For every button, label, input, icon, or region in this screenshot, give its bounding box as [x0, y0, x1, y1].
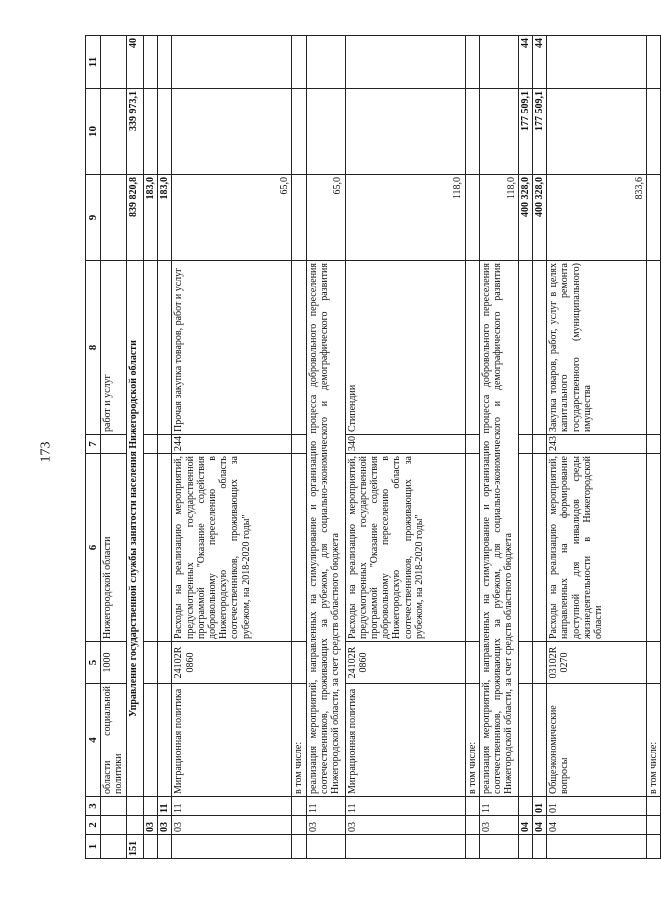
col-header: 7 — [86, 435, 101, 454]
cell: 65,0 — [172, 175, 292, 261]
page-number: 173 — [38, 441, 54, 463]
table-row — [518, 36, 532, 859]
cell: реализация мероприятий, направленных на стимулирование и организацию процесса добровольного переселения соотечественников, проживающих за рубежом, для социально-экономического и демографического развития Нижегородской области, за счет средств областного бюджета — [306, 261, 345, 797]
cell: 183,0 — [144, 175, 158, 261]
cell: 839 820,8 — [127, 175, 144, 261]
table-row — [345, 36, 465, 859]
col-header: 5 — [86, 642, 101, 684]
table-row — [547, 36, 647, 859]
cell: Миграционная политика — [172, 684, 292, 797]
cell: Расходы на реализацию мероприятий, предусмотренных государственной программой "Оказание содействия добровольному переселению в Нижегородскую область соотечественников, проживающих за рубежом, на 2018-2020 годы" — [172, 454, 292, 642]
cell: 177 509,1 — [518, 89, 532, 175]
cell: 833,6 — [547, 175, 647, 261]
cell: Нижегородской области — [101, 454, 127, 642]
table-row — [479, 36, 518, 859]
header-row — [86, 36, 101, 859]
cell: 40 — [127, 36, 144, 89]
table-row — [465, 36, 479, 859]
cell: 24102R 0860 — [345, 642, 465, 684]
cell: области социальной политики — [101, 684, 127, 797]
cell: 177 509,1 — [532, 89, 546, 175]
table-row — [172, 36, 292, 859]
cell: 01 — [532, 797, 546, 816]
cell: 03 — [306, 816, 345, 835]
cell: Миграционная политика — [345, 684, 465, 797]
cell: Закупка товаров, работ, услуг в целях капитального ремонта государственного (муниципального) имущества — [547, 261, 647, 435]
cell: 11 — [479, 797, 518, 816]
cell: в том числе: — [465, 684, 479, 797]
cell: 03 — [172, 816, 292, 835]
col-header: 10 — [86, 89, 101, 175]
cell: Расходы на реализацию мероприятий, направленных на формирование доступной для инвалидов среды жизнедеятельности в Нижегородской области — [547, 454, 647, 642]
col-header: 6 — [86, 454, 101, 642]
table-row — [292, 36, 306, 859]
table-row — [127, 36, 144, 859]
section-title: Управление государственной службы занятости населения Нижегородской области — [127, 261, 144, 797]
cell: 118,0 — [345, 175, 465, 261]
col-header: 9 — [86, 175, 101, 261]
col-header: 8 — [86, 261, 101, 435]
cell: 03102R 0270 — [547, 642, 647, 684]
cell: 340 — [345, 435, 465, 454]
cell: 1000 — [101, 642, 127, 684]
cell: реализация мероприятий, направленных на стимулирование и организацию процесса добровольного переселения соотечественников, проживающих за рубежом, для социально-экономического и демографического развития Нижегородской области, за счет средств областного бюджета — [479, 261, 518, 797]
table-row — [647, 36, 661, 859]
cell: 04 — [547, 816, 647, 835]
cell: 01 — [547, 797, 647, 816]
cell: 400 328,0 — [518, 175, 532, 261]
cell: 11 — [158, 797, 172, 816]
col-header: 1 — [86, 835, 101, 859]
cell: 11 — [345, 797, 465, 816]
cell: 44 — [532, 36, 546, 89]
table-row — [306, 36, 345, 859]
cell: 03 — [144, 816, 158, 835]
cell: Расходы на реализацию мероприятий, предусмотренных государственной программой "Оказание содействия добровольному переселению в Нижегородскую область соотечественников, проживающих за рубежом, на 2018-2020 годы" — [345, 454, 465, 642]
col-header: 4 — [86, 684, 101, 797]
budget-table — [85, 35, 661, 859]
cell: 44 — [518, 36, 532, 89]
cell: 151 — [127, 835, 144, 859]
cell: 65,0 — [306, 175, 345, 261]
cell: в том числе: — [292, 684, 306, 797]
cell: 03 — [158, 816, 172, 835]
cell: 183,0 — [158, 175, 172, 261]
cell: в том числе: — [647, 684, 661, 797]
cell: 11 — [172, 797, 292, 816]
cell: Прочая закупка товаров, работ и услуг — [172, 261, 292, 435]
col-header: 2 — [86, 816, 101, 835]
cell: Общеэкономические вопросы — [547, 684, 647, 797]
rotated-table-container — [85, 36, 660, 859]
cell: 400 328,0 — [532, 175, 546, 261]
cell: 244 — [172, 435, 292, 454]
cell: работ и услуг — [101, 261, 127, 435]
table-row — [158, 36, 172, 859]
table-row — [101, 36, 127, 859]
cell: 03 — [479, 816, 518, 835]
cell: 118,0 — [479, 175, 518, 261]
col-header: 3 — [86, 797, 101, 816]
cell: 243 — [547, 435, 647, 454]
cell: 339 973,1 — [127, 89, 144, 175]
cell: 04 — [532, 816, 546, 835]
cell: 11 — [306, 797, 345, 816]
cell: 24102R 0860 — [172, 642, 292, 684]
cell: 04 — [518, 816, 532, 835]
table-row — [532, 36, 546, 859]
col-header: 11 — [86, 36, 101, 89]
cell: 03 — [345, 816, 465, 835]
table-row — [144, 36, 158, 859]
cell: Стипендии — [345, 261, 465, 435]
